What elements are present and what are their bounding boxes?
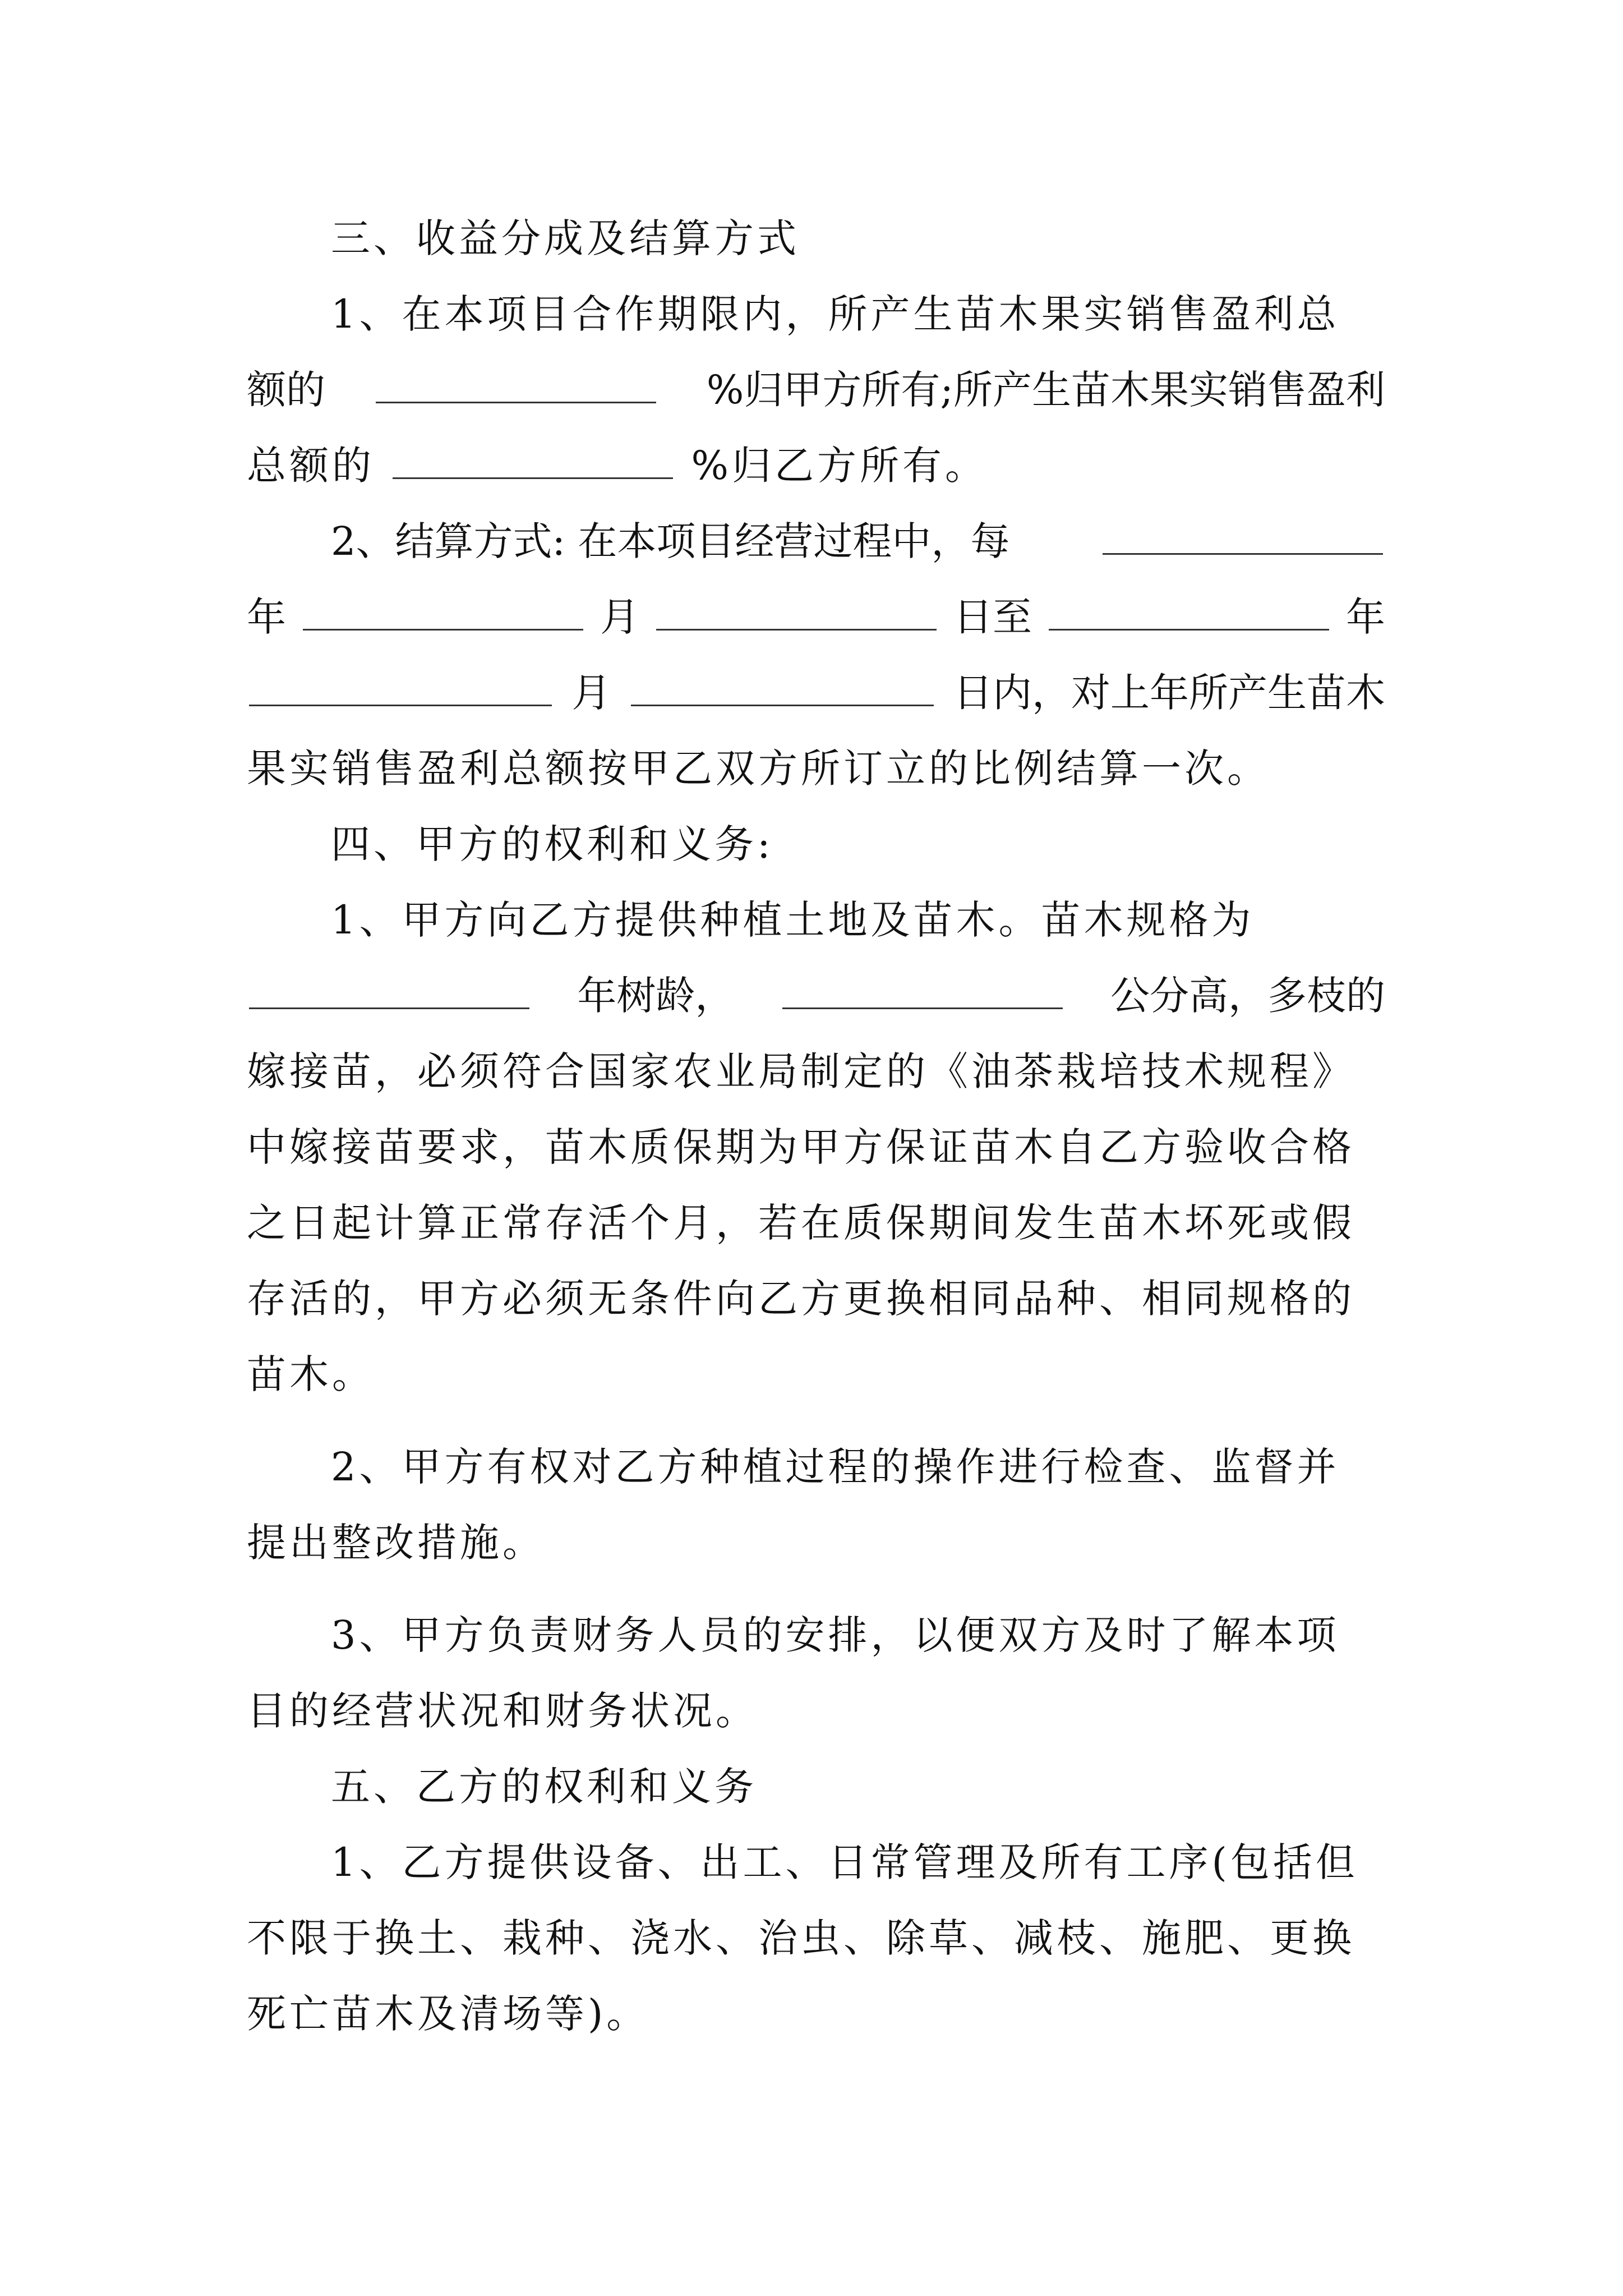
text: 1、乙方提供设备、出工、日常管理及所有工序(包括但 bbox=[331, 1839, 1358, 1885]
text: 死亡苗木及清场等)。 bbox=[247, 1991, 649, 2037]
fill-in-blank[interactable] bbox=[249, 665, 552, 706]
fill-in-blank[interactable] bbox=[1049, 590, 1329, 631]
text: 3、甲方负责财务人员的安排，以便双方及时了解本项 bbox=[331, 1612, 1340, 1658]
text: 日至 bbox=[953, 594, 1032, 640]
paragraph-line bbox=[331, 1832, 1385, 1893]
fill-in-blank[interactable] bbox=[393, 438, 673, 479]
fill-in-blank[interactable] bbox=[631, 665, 934, 706]
text: 提出整改措施。 bbox=[247, 1520, 545, 1566]
paragraph-line bbox=[247, 586, 1385, 648]
text: 年树龄， bbox=[577, 973, 735, 1019]
section-3-heading bbox=[331, 208, 1385, 269]
text: 总额的 bbox=[247, 443, 375, 489]
text: 年 bbox=[247, 594, 286, 640]
paragraph-line bbox=[247, 1192, 1385, 1254]
text: 嫁接苗，必须符合国家农业局制定的《油茶栽培技术规程》 bbox=[247, 1048, 1355, 1094]
paragraph-line bbox=[247, 435, 1385, 496]
heading-text: 四、甲方的权利和义务: bbox=[331, 821, 774, 867]
fill-in-blank[interactable] bbox=[782, 968, 1063, 1009]
paragraph-line bbox=[247, 965, 1385, 1027]
text: 苗木。 bbox=[247, 1351, 375, 1397]
paragraph-line bbox=[247, 1512, 1385, 1573]
fill-in-blank[interactable] bbox=[249, 968, 529, 1009]
paragraph-line bbox=[331, 1604, 1385, 1666]
paragraph-line bbox=[331, 510, 1385, 572]
text: 中嫁接苗要求，苗木质保期为甲方保证苗木自乙方验收合格 bbox=[247, 1124, 1355, 1170]
text: 1、甲方向乙方提供种植土地及苗木。苗木规格为 bbox=[331, 897, 1255, 943]
heading-text: 五、乙方的权利和义务 bbox=[331, 1764, 757, 1810]
paragraph-line bbox=[247, 1268, 1385, 1329]
paragraph-line bbox=[247, 662, 1385, 724]
text: 目的经营状况和财务状况。 bbox=[247, 1688, 758, 1734]
text: 月 bbox=[571, 670, 611, 716]
text: 年 bbox=[1346, 594, 1385, 640]
text: 2、甲方有权对乙方种植过程的操作进行检查、监督并 bbox=[331, 1444, 1340, 1490]
fill-in-blank[interactable] bbox=[303, 590, 583, 631]
section-4-heading bbox=[331, 813, 1385, 875]
paragraph-line bbox=[247, 1041, 1385, 1102]
paragraph-line bbox=[331, 1436, 1385, 1498]
paragraph-line bbox=[331, 889, 1385, 951]
text: 1、在本项目合作期限内，所产生苗木果实销售盈利总 bbox=[331, 291, 1340, 337]
paragraph-line bbox=[247, 1983, 1385, 2045]
paragraph-line bbox=[247, 1343, 1385, 1405]
fill-in-blank[interactable] bbox=[376, 362, 656, 403]
paragraph-line bbox=[247, 738, 1385, 799]
heading-text: 三、收益分成及结算方式 bbox=[331, 215, 800, 261]
text: %归乙方所有。 bbox=[691, 443, 988, 489]
text: 日内，对上年所产生苗木 bbox=[953, 670, 1385, 716]
text: 之日起计算正常存活个月，若在质保期间发生苗木坏死或假 bbox=[247, 1200, 1355, 1246]
paragraph-line bbox=[247, 1680, 1385, 1742]
text: 不限于换土、栽种、浇水、治虫、除草、减枝、施肥、更换 bbox=[247, 1915, 1355, 1961]
text: %归甲方所有;所产生苗木果实销售盈利 bbox=[706, 367, 1385, 413]
fill-in-blank[interactable] bbox=[656, 590, 937, 631]
text: 存活的，甲方必须无条件向乙方更换相同品种、相同规格的 bbox=[247, 1276, 1355, 1322]
text: 额的 bbox=[247, 367, 325, 413]
fill-in-blank[interactable] bbox=[1103, 514, 1383, 555]
section-5-heading bbox=[331, 1756, 1385, 1818]
paragraph-line bbox=[331, 283, 1385, 345]
text: 果实销售盈利总额按甲乙双方所订立的比例结算一次。 bbox=[247, 746, 1270, 792]
text: 月 bbox=[600, 594, 639, 640]
paragraph-line bbox=[247, 359, 1385, 421]
text: 公分高，多枝的 bbox=[1110, 973, 1385, 1019]
text: 2、结算方式: 在本项目经营过程中，每 bbox=[331, 518, 1010, 564]
paragraph-line bbox=[247, 1907, 1385, 1969]
paragraph-line bbox=[247, 1116, 1385, 1178]
